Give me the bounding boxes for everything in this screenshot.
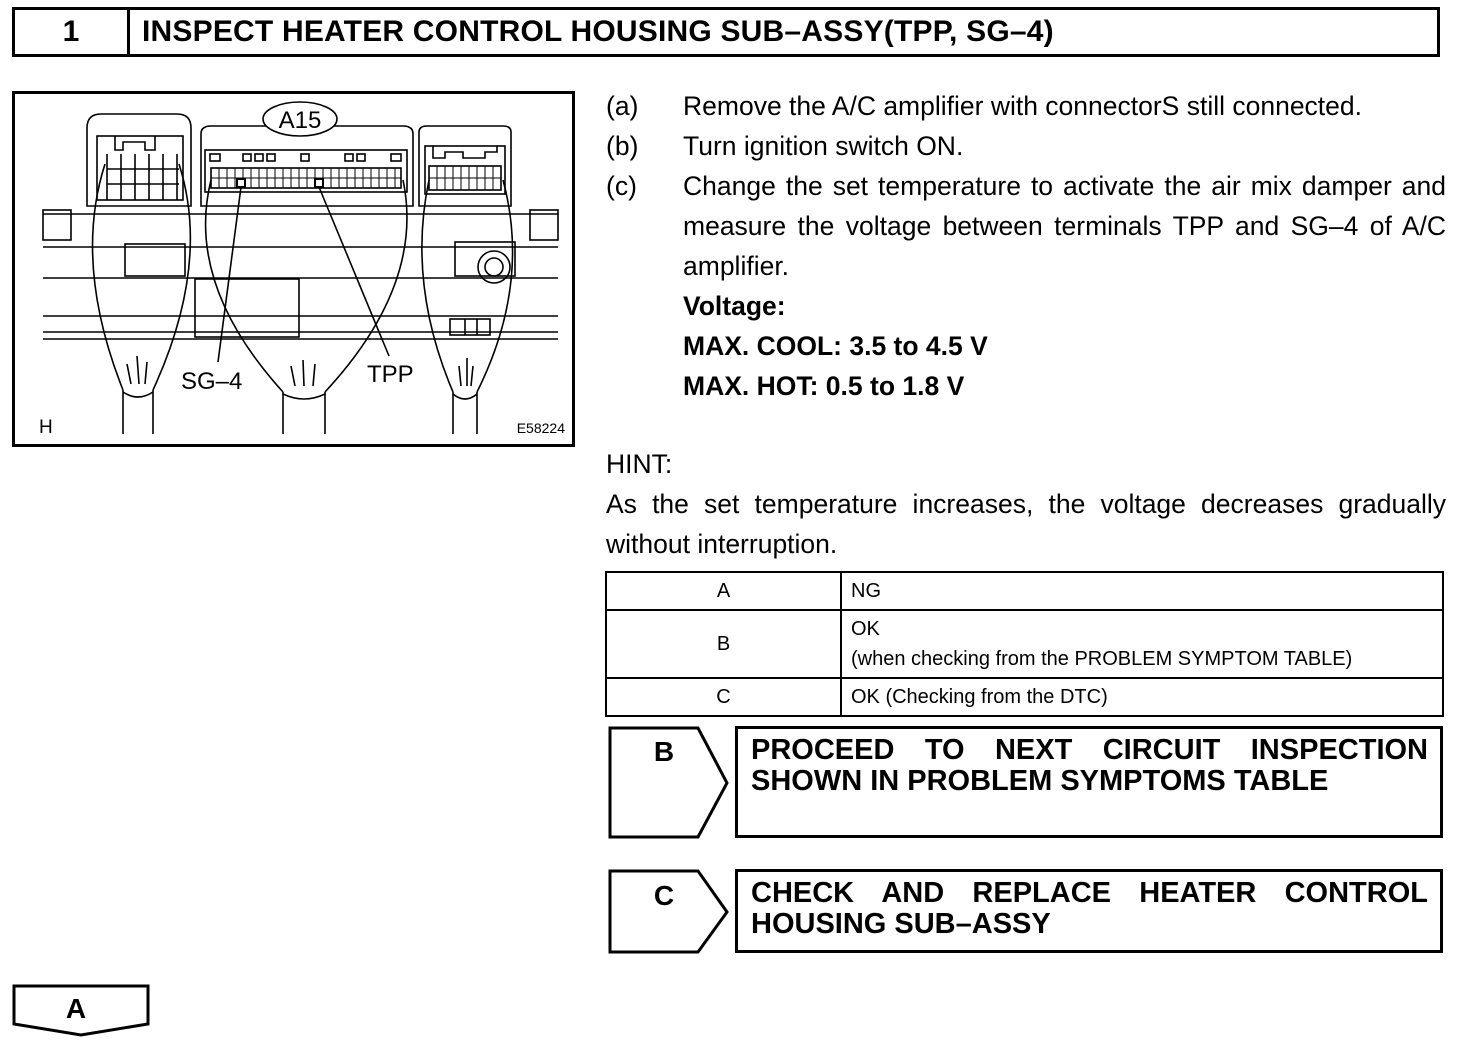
terminal-sg4-label: SG–4 (181, 368, 243, 395)
spec-heading: Voltage: (683, 291, 786, 321)
hint-label: HINT: (606, 449, 673, 479)
step-text: Remove the A/C amplifier with connectorS still connected. (683, 91, 1363, 121)
table-row (606, 610, 1443, 678)
step-b (606, 126, 1446, 166)
branch-b-action (735, 726, 1443, 838)
step-label: (c) (606, 171, 637, 201)
connector-label: A15 (278, 107, 322, 134)
connector-figure (12, 91, 575, 447)
connector-illustration (15, 94, 572, 444)
result-code: B (606, 610, 841, 678)
branch-b-code: B (653, 736, 675, 767)
branch-c-action (735, 869, 1443, 953)
result-note: (when checking from the PROBLEM SYMPTOM TABLE) (851, 648, 1353, 670)
table-row (606, 572, 1443, 610)
step-number: 1 (15, 10, 130, 54)
step-label: (b) (606, 131, 639, 161)
branch-c-action-text: CHECK AND REPLACE HEATER CONTROL HOUSING SUB–ASSY (751, 877, 1428, 940)
result-text: OK (851, 618, 880, 640)
step-header (12, 7, 1440, 57)
result-text: NG (841, 572, 1443, 610)
step-title: INSPECT HEATER CONTROL HOUSING SUB–ASSY(TPP, SG–4) (142, 15, 1054, 48)
branch-b-action-text: PROCEED TO NEXT CIRCUIT INSPECTION SHOWN IN PROBLEM SYMPTOMS TABLE (751, 734, 1428, 797)
hint-text: As the set temperature increases, the voltage decreases gradually without interruption. (606, 489, 1446, 559)
result-code: C (606, 678, 841, 716)
step-a (606, 86, 1446, 126)
procedure-steps (606, 86, 1446, 406)
result-table (605, 571, 1444, 717)
step-text: Change the set temperature to activate the air mix damper and measure the voltage between terminals TPP and SG–4 of A/C amplifier. (683, 171, 1446, 281)
spec-max-cool: MAX. COOL: 3.5 to 4.5 V (683, 331, 988, 361)
branch-c-code: C (653, 880, 675, 911)
spec-max-hot: MAX. HOT: 0.5 to 1.8 V (683, 371, 965, 401)
result-cell (841, 610, 1443, 678)
step-label: (a) (606, 91, 639, 121)
result-code: A (606, 572, 841, 610)
figure-id: E58224 (516, 420, 565, 436)
view-mark: H (39, 417, 53, 438)
step-text: Turn ignition switch ON. (683, 131, 964, 161)
branch-a-code: A (65, 993, 87, 1024)
terminal-tpp-label: TPP (367, 361, 414, 388)
step-c (606, 166, 1446, 286)
result-text: OK (Checking from the DTC) (841, 678, 1443, 716)
table-row (606, 678, 1443, 716)
